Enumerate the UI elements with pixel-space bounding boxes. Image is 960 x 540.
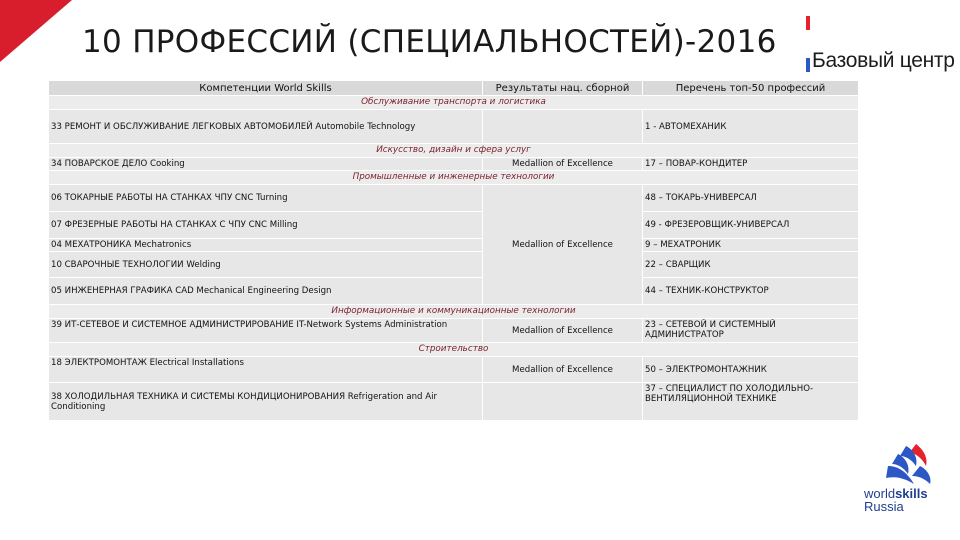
competence-cell: 06 ТОКАРНЫЕ РАБОТЫ НА СТАНКАХ ЧПУ CNC Turning xyxy=(49,185,483,212)
brand-name: Базовый центр xyxy=(812,49,955,72)
table-row xyxy=(49,252,859,278)
result-cell: Medallion of Excellence xyxy=(483,158,643,171)
competence-table xyxy=(48,80,859,421)
section-row xyxy=(49,96,859,110)
section-row xyxy=(49,171,859,185)
competence-cell: 18 ЭЛЕКТРОМОНТАЖ Electrical Installations xyxy=(49,357,483,383)
header-competence: Компетенции World Skills xyxy=(49,81,483,96)
profession-cell: 37 – СПЕЦИАЛИСТ ПО ХОЛОДИЛЬНО-ВЕНТИЛЯЦИОННОЙ ТЕХНИКЕ xyxy=(643,383,859,421)
header-results: Результаты нац. сборной xyxy=(483,81,643,96)
competence-cell: 34 ПОВАРСКОЕ ДЕЛО Cooking xyxy=(49,158,483,171)
result-cell xyxy=(483,383,643,421)
wordmark-russia: Russia xyxy=(864,499,904,514)
competence-cell: 38 ХОЛОДИЛЬНАЯ ТЕХНИКА И СИСТЕМЫ КОНДИЦИОНИРОВАНИЯ Refrigeration and Air Conditioning xyxy=(49,383,483,421)
result-cell xyxy=(483,110,643,144)
table-header-row xyxy=(49,81,859,96)
competence-cell: 04 МЕХАТРОНИКА Mechatronics xyxy=(49,239,483,252)
brand-blue-bar xyxy=(806,58,810,72)
table-row xyxy=(49,383,859,421)
section-label: Строительство xyxy=(49,343,859,357)
brand-block xyxy=(806,16,956,74)
table-row xyxy=(49,212,859,239)
profession-cell: 9 – МЕХАТРОНИК xyxy=(643,239,859,252)
profession-cell: 23 – СЕТЕВОЙ И СИСТЕМНЫЙ АДМИНИСТРАТОР xyxy=(643,319,859,343)
slide-title: 10 ПРОФЕССИЙ (СПЕЦИАЛЬНОСТЕЙ)-2016 xyxy=(82,24,777,60)
section-row xyxy=(49,305,859,319)
table-row xyxy=(49,357,859,383)
section-label: Информационные и коммуникационные технологии xyxy=(49,305,859,319)
result-cell: Medallion of Excellence xyxy=(483,319,643,343)
competence-cell: 10 СВАРОЧНЫЕ ТЕХНОЛОГИИ Welding xyxy=(49,252,483,278)
table-row xyxy=(49,239,859,252)
table-row xyxy=(49,158,859,171)
profession-cell: 48 – ТОКАРЬ-УНИВЕРСАЛ xyxy=(643,185,859,212)
profession-cell: 49 - ФРЕЗЕРОВЩИК-УНИВЕРСАЛ xyxy=(643,212,859,239)
header-top50: Перечень топ-50 профессий xyxy=(643,81,859,96)
brand-red-bar xyxy=(806,16,810,30)
section-label: Обслуживание транспорта и логистика xyxy=(49,96,859,110)
profession-cell: 50 – ЭЛЕКТРОМОНТАЖНИК xyxy=(643,357,859,383)
result-cell: Medallion of Excellence xyxy=(483,185,643,305)
section-label: Промышленные и инженерные технологии xyxy=(49,171,859,185)
worldskills-wordmark xyxy=(864,487,928,513)
profession-cell: 17 – ПОВАР-КОНДИТЕР xyxy=(643,158,859,171)
wordmark-skills: skills xyxy=(895,486,928,501)
profession-cell: 1 - АВТОМЕХАНИК xyxy=(643,110,859,144)
table-row xyxy=(49,185,859,212)
section-label: Искусство, дизайн и сфера услуг xyxy=(49,144,859,158)
table-row xyxy=(49,319,859,343)
competence-cell: 39 ИТ-СЕТЕВОЕ И СИСТЕМНОЕ АДМИНИСТРИРОВАНИЕ IT-Network Systems Administration xyxy=(49,319,483,343)
competence-cell: 05 ИНЖЕНЕРНАЯ ГРАФИКА CAD Mechanical Engineering Design xyxy=(49,278,483,305)
table-row xyxy=(49,110,859,144)
competence-cell: 07 ФРЕЗЕРНЫЕ РАБОТЫ НА СТАНКАХ С ЧПУ CNC Milling xyxy=(49,212,483,239)
wordmark-world: world xyxy=(864,486,896,501)
profession-cell: 44 – ТЕХНИК-КОНСТРУКТОР xyxy=(643,278,859,305)
worldskills-logo-icon xyxy=(858,436,948,532)
result-cell: Medallion of Excellence xyxy=(483,357,643,383)
profession-cell: 22 – СВАРЩИК xyxy=(643,252,859,278)
competence-cell: 33 РЕМОНТ И ОБСЛУЖИВАНИЕ ЛЕГКОВЫХ АВТОМОБИЛЕЙ Automobile Technology xyxy=(49,110,483,144)
table-row xyxy=(49,278,859,305)
section-row xyxy=(49,144,859,158)
section-row xyxy=(49,343,859,357)
red-corner-decoration xyxy=(0,0,80,70)
